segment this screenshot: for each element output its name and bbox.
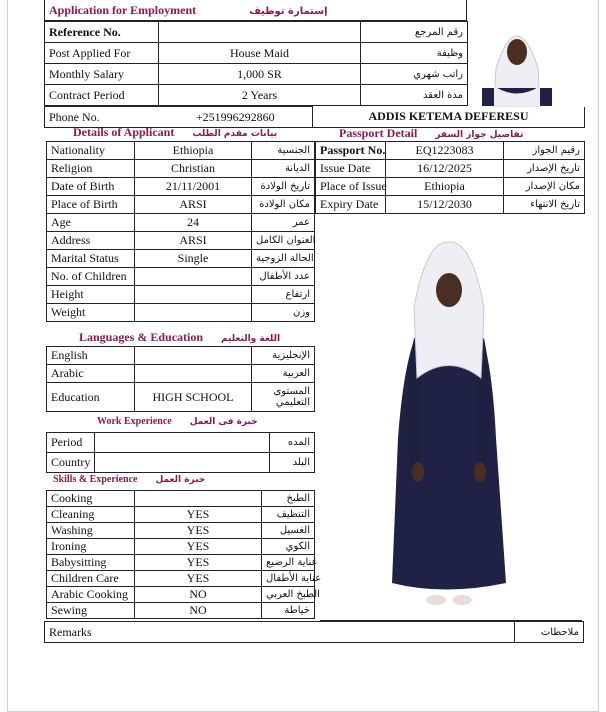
table-row xyxy=(45,22,468,43)
skill-label: Cooking xyxy=(47,491,135,507)
passport-label: Issue Date xyxy=(316,160,386,178)
table-row xyxy=(47,491,315,507)
skill-label: Ironing xyxy=(47,539,135,555)
salary-label: Monthly Salary xyxy=(45,64,159,85)
passport-value: EQ1223083 xyxy=(386,142,504,160)
table-row xyxy=(47,523,315,539)
detail-ar: وزن xyxy=(252,304,315,322)
table-row xyxy=(47,250,315,268)
skill-label: Arabic Cooking xyxy=(47,587,135,603)
details-heading-en: Details of Applicant xyxy=(73,125,175,139)
detail-label: Religion xyxy=(47,160,135,178)
details-heading-ar: بيانات مقدم الطلب xyxy=(192,129,278,139)
skills-heading xyxy=(53,474,205,485)
table-row xyxy=(47,286,315,304)
table-row xyxy=(47,196,315,214)
salary-value: 1,000 SR xyxy=(159,64,361,85)
table-row xyxy=(316,160,585,178)
table-row xyxy=(47,383,315,412)
skill-ar: الكوي xyxy=(262,539,315,555)
detail-ar: مكان الولادة xyxy=(252,196,315,214)
skill-label: Cleaning xyxy=(47,507,135,523)
passport-value: 15/12/2030 xyxy=(386,196,504,214)
table-row xyxy=(45,43,468,64)
skill-ar: عناية الرضيع xyxy=(262,555,315,571)
detail-label: Date of Birth xyxy=(47,178,135,196)
detail-label: No. of Children xyxy=(47,268,135,286)
contract-label: Contract Period xyxy=(45,85,159,106)
skill-value: YES xyxy=(135,523,262,539)
skill-ar: الغسيل xyxy=(262,523,315,539)
table-row xyxy=(47,160,315,178)
passport-label: Expiry Date xyxy=(316,196,386,214)
passport-heading xyxy=(339,126,523,141)
skill-label: Babysitting xyxy=(47,555,135,571)
remarks-table xyxy=(44,621,584,643)
table-row xyxy=(47,555,315,571)
contract-ar: مدة العقد xyxy=(361,85,468,106)
table-row xyxy=(47,347,315,365)
table-row xyxy=(316,196,585,214)
detail-value xyxy=(135,304,252,322)
table-row xyxy=(47,603,315,619)
remarks-label: Remarks xyxy=(45,622,515,643)
table-row xyxy=(47,571,315,587)
detail-label: Marital Status xyxy=(47,250,135,268)
skill-ar: عناية الأطفال xyxy=(262,571,315,587)
skill-value: YES xyxy=(135,571,262,587)
skill-ar: الطبخ العربي xyxy=(262,587,315,603)
details-table xyxy=(46,141,315,322)
table-row xyxy=(47,232,315,250)
title-ar: إستمارة توظيف xyxy=(249,5,328,17)
table-row xyxy=(47,142,315,160)
passport-ar: رقيم الجواز xyxy=(504,142,585,160)
skill-ar: الطبخ xyxy=(262,491,315,507)
skills-table xyxy=(46,490,322,619)
post-ar: وظيفة xyxy=(361,43,468,64)
post-label: Post Applied For xyxy=(45,43,159,64)
portrait-photo xyxy=(474,6,560,106)
skill-value: YES xyxy=(135,555,262,571)
detail-value: Single xyxy=(135,250,252,268)
work-value xyxy=(95,433,270,453)
skills-heading-ar: خبرة العمل xyxy=(155,475,206,485)
passport-heading-en: Passport Detail xyxy=(339,126,418,140)
detail-label: Address xyxy=(47,232,135,250)
work-value xyxy=(95,453,270,473)
language-value xyxy=(135,347,252,365)
language-value: HIGH SCHOOL xyxy=(135,383,252,412)
languages-heading xyxy=(79,330,280,345)
detail-ar: عدد الأطفال xyxy=(252,268,315,286)
work-label: Country xyxy=(47,453,95,473)
skill-label: Sewing xyxy=(47,603,135,619)
detail-label: Nationality xyxy=(47,142,135,160)
remarks-ar: ملاحظات xyxy=(515,622,584,643)
skill-label: Washing xyxy=(47,523,135,539)
language-label: Education xyxy=(47,383,135,412)
reference-value xyxy=(159,22,361,43)
work-heading-en: Work Experience xyxy=(97,416,172,427)
language-ar: المستوى التعليمي xyxy=(252,383,315,412)
phone-label: Phone No. xyxy=(45,107,159,128)
detail-ar: الحالة الزوجية xyxy=(252,250,315,268)
table-row xyxy=(47,268,315,286)
skill-value xyxy=(135,491,262,507)
detail-value: 21/11/2001 xyxy=(135,178,252,196)
applicant-name: ADDIS KETEMA DEFERESU xyxy=(313,107,585,128)
detail-ar: ارتفاع xyxy=(252,286,315,304)
skill-value: NO xyxy=(135,603,262,619)
language-ar: الإنجليزية xyxy=(252,347,315,365)
detail-ar: الديانة xyxy=(252,160,315,178)
language-value xyxy=(135,365,252,383)
table-row xyxy=(45,64,468,85)
job-info-table xyxy=(44,21,468,106)
languages-heading-ar: اللغة والتعليم xyxy=(221,334,281,344)
detail-value xyxy=(135,268,252,286)
title-en: Application for Employment xyxy=(49,2,197,17)
table-row xyxy=(47,453,315,473)
detail-ar: عمر xyxy=(252,214,315,232)
skill-value: YES xyxy=(135,539,262,555)
detail-ar: العنوان الكامل xyxy=(252,232,315,250)
work-ar: المده xyxy=(270,433,315,453)
detail-ar: الجنسية xyxy=(252,142,315,160)
table-row xyxy=(47,587,315,603)
skill-label: Children Care xyxy=(47,571,135,587)
table-row xyxy=(47,214,315,232)
passport-table xyxy=(315,141,585,214)
detail-label: Place of Birth xyxy=(47,196,135,214)
details-heading xyxy=(73,125,277,140)
work-table xyxy=(46,432,315,473)
detail-label: Weight xyxy=(47,304,135,322)
full-body-photo xyxy=(384,238,514,610)
skills-heading-en: Skills & Experience xyxy=(53,474,138,485)
detail-label: Height xyxy=(47,286,135,304)
language-label: Arabic xyxy=(47,365,135,383)
detail-label: Age xyxy=(47,214,135,232)
language-ar: العربية xyxy=(252,365,315,383)
table-row xyxy=(47,365,315,383)
skill-value: YES xyxy=(135,507,262,523)
languages-table xyxy=(46,346,315,412)
header-table xyxy=(44,0,467,21)
passport-ar: مكان الإصدار xyxy=(504,178,585,196)
reference-ar: رقم المرجع xyxy=(361,22,468,43)
skill-ar: خياطة xyxy=(262,603,315,619)
skill-value: NO xyxy=(135,587,262,603)
table-row xyxy=(47,433,315,453)
passport-ar: تاريخ الإصدار xyxy=(504,160,585,178)
detail-value: ARSI xyxy=(135,196,252,214)
detail-value xyxy=(135,286,252,304)
languages-heading-en: Languages & Education xyxy=(79,330,204,344)
detail-value: Christian xyxy=(135,160,252,178)
table-row xyxy=(316,178,585,196)
phone-value: +251996292860 xyxy=(159,107,313,128)
work-ar: البلد xyxy=(270,453,315,473)
table-row xyxy=(47,539,315,555)
work-heading-ar: خبرة فى العمل xyxy=(189,417,258,427)
table-row xyxy=(316,142,585,160)
skill-ar: التنظيف xyxy=(262,507,315,523)
detail-ar: تاريخ الولادة xyxy=(252,178,315,196)
passport-ar: تاريخ الانتهاء xyxy=(504,196,585,214)
post-value: House Maid xyxy=(159,43,361,64)
detail-value: ARSI xyxy=(135,232,252,250)
language-label: English xyxy=(47,347,135,365)
work-heading xyxy=(97,416,258,427)
table-row xyxy=(45,85,468,106)
passport-label: Place of Issue xyxy=(316,178,386,196)
passport-heading-ar: تفاصيل جواز السفر xyxy=(435,130,524,140)
work-label: Period xyxy=(47,433,95,453)
salary-ar: راتب شهري xyxy=(361,64,468,85)
table-row xyxy=(47,507,315,523)
reference-label: Reference No. xyxy=(45,22,159,43)
passport-label: Passport No. xyxy=(316,142,386,160)
table-row xyxy=(47,304,315,322)
passport-value: 16/12/2025 xyxy=(386,160,504,178)
passport-value: Ethiopia xyxy=(386,178,504,196)
detail-value: Ethiopia xyxy=(135,142,252,160)
detail-value: 24 xyxy=(135,214,252,232)
contract-value: 2 Years xyxy=(159,85,361,106)
table-row xyxy=(47,178,315,196)
